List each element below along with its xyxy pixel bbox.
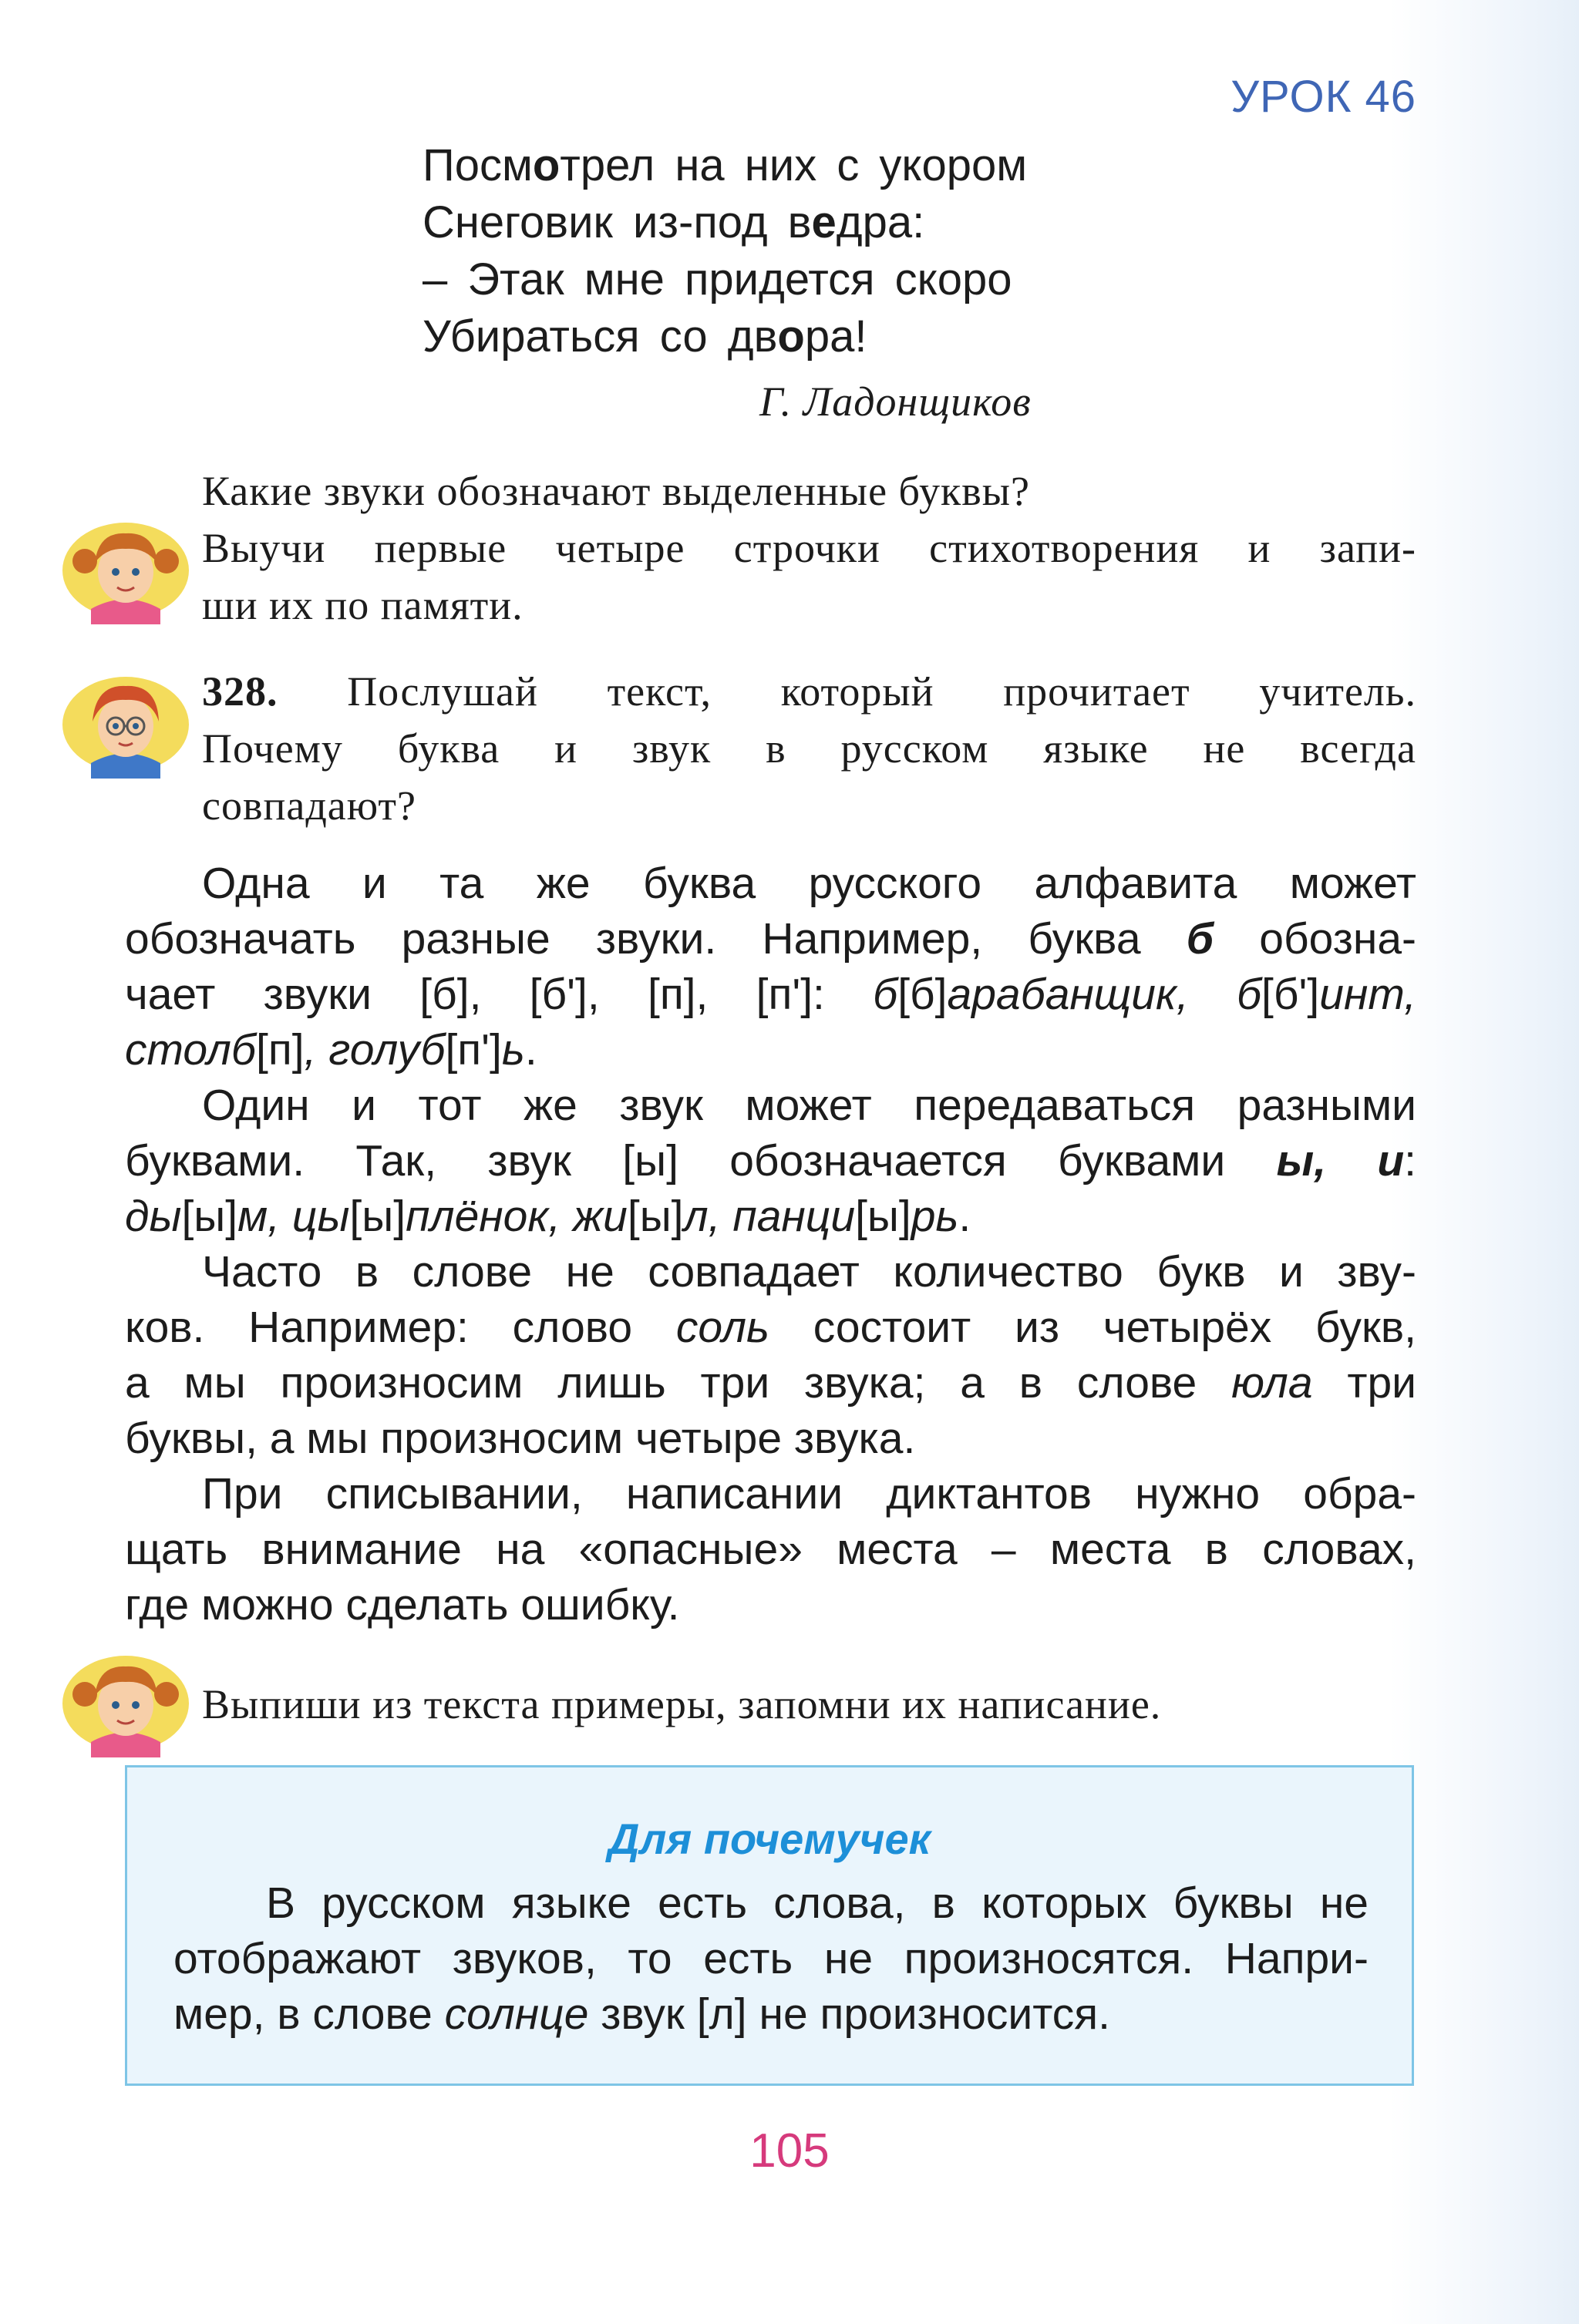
exercise-line: Почему буква и звук в русском языке не всегда [202, 725, 1416, 772]
text-line: ков. Например: слово соль состоит из четырёх букв, [125, 1303, 1416, 1352]
poem-line: Посмотрел на них с укором [423, 140, 1028, 190]
info-box [125, 1765, 1414, 2086]
final-task [202, 1676, 1416, 1733]
task-after-poem [202, 462, 1416, 634]
text-line: где можно сделать ошибку. [125, 1580, 680, 1629]
task-line: Выучи первые четыре строчки стихотворения и запи- [202, 525, 1416, 571]
task-line: Какие звуки обозначают выделенные буквы? [202, 468, 1030, 514]
text-line: Одна и та же буква русского алфавита может [202, 859, 1416, 908]
text-line: отображают звуков, то есть не произносятся. Напри- [173, 1934, 1369, 1983]
poem-line: – Этак мне придется скоро [423, 254, 1012, 304]
poem-line: Снеговик из-под ведра: [423, 197, 925, 247]
girl-avatar-icon [60, 1650, 191, 1757]
text-line: буквы, а мы произносим четыре звука. [125, 1414, 916, 1463]
lesson-label: УРОК 46 [1231, 72, 1416, 122]
text-line: чает звуки [б], [б'], [п], [п']: б[б]арабанщик, б[б']инт, [125, 970, 1416, 1019]
text-line: Часто в слове не совпадает количество букв и зву- [202, 1247, 1416, 1297]
task-line: ши их по памяти. [202, 582, 524, 628]
page-number: 105 [749, 2124, 830, 2178]
girl-with-glasses-icon [60, 671, 191, 779]
poem [423, 137, 1027, 365]
task-line: Выпиши из текста примеры, запомни их написание. [202, 1681, 1162, 1727]
text-line: обозначать разные звуки. Например, буква б обозна- [125, 914, 1416, 964]
main-text [125, 856, 1416, 1633]
poem-author: Г. Ладонщиков [759, 378, 1032, 425]
exercise-line: 328. Послушай текст, который прочитает учитель. [202, 668, 1416, 715]
info-box-title: Для почемучек [608, 1814, 931, 1863]
text-line: столб[п], голуб[п']ь. [125, 1025, 537, 1075]
text-line: буквами. Так, звук [ы] обозначается буквами ы, и: [125, 1136, 1416, 1186]
text-line: мер, в слове солнце звук [л] не произносится. [173, 1989, 1110, 2039]
info-box-text [173, 1875, 1369, 2042]
text-line: В русском языке есть слова, в которых буквы не [266, 1878, 1369, 1928]
girl-avatar-icon [60, 516, 191, 624]
exercise-328 [202, 663, 1416, 834]
text-line: щать внимание на «опасные» места – места в словах, [125, 1525, 1416, 1574]
text-line: При списывании, написании диктантов нужно обра- [202, 1469, 1416, 1519]
text-line: Один и тот же звук может передаваться разными [202, 1081, 1416, 1130]
text-line: а мы произносим лишь три звука; а в слове юла три [125, 1358, 1417, 1408]
exercise-line: совпадают? [202, 782, 416, 829]
text-line: ды[ы]м, цы[ы]плёнок, жи[ы]л, панци[ы]рь. [125, 1192, 971, 1241]
poem-line: Убираться со двора! [423, 311, 867, 362]
exercise-number: 328. [202, 668, 278, 715]
